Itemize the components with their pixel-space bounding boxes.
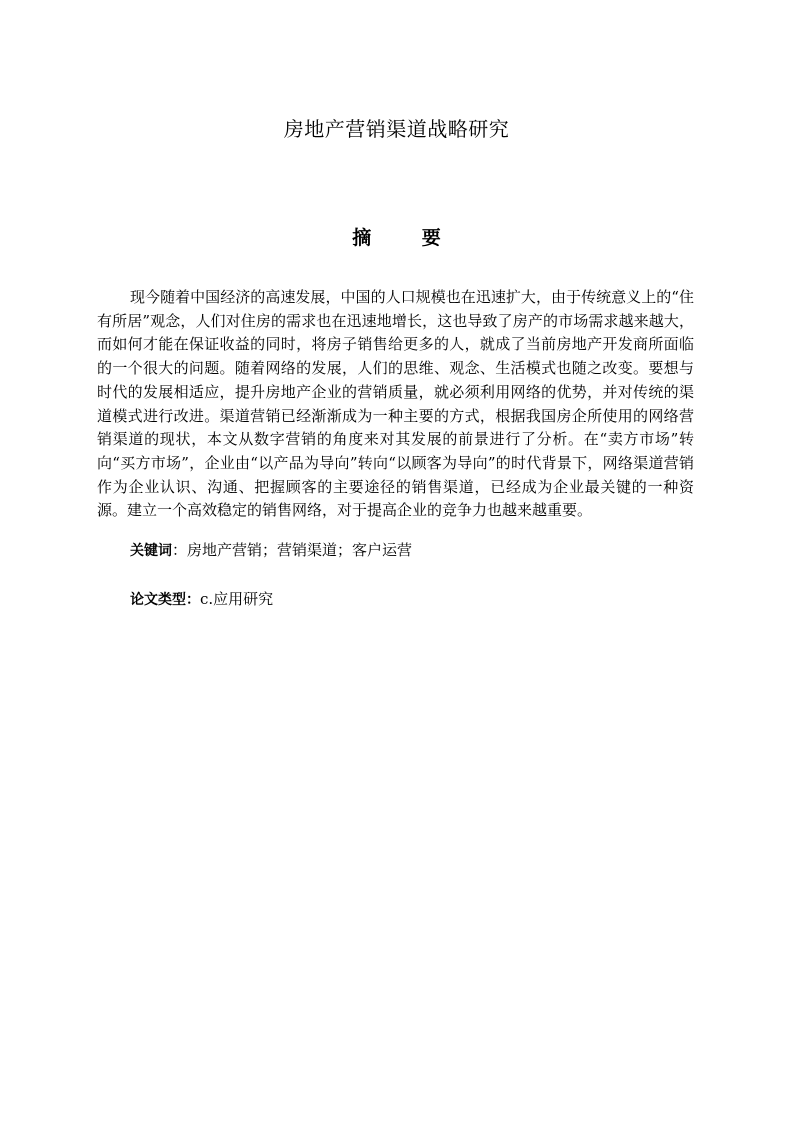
keywords-value: ：房地产营销；营销渠道；客户运营 bbox=[172, 541, 413, 559]
keywords-line bbox=[130, 539, 690, 562]
paper-type-line bbox=[130, 588, 690, 611]
keywords-label: 关键词 bbox=[130, 543, 172, 559]
paper-type-value: c.应用研究 bbox=[200, 590, 274, 608]
paper-type-label: 论文类型： bbox=[130, 592, 200, 608]
abstract-heading: 摘 要 bbox=[352, 227, 463, 249]
abstract-body: 现今随着中国经济的高速发展，中国的人口规模也在迅速扩大，由于传统意义上的“住有所居”观念，人们对住房的需求也在迅速地增长，这也导致了房产的市场需求越来越大，而如何才能在保证收益的同时，将房子销售给更多的人，就成了当前房地产开发商所面临的一个很大的问题。随着网络的发展，人们的思维、观念、生活模式也随之改变。要想与时代的发展相适应，提升房地产企业的营销质量，就必须利用网络的优势，并对传统的渠道模式进行改进。渠道营销已经渐渐成为一种主要的方式，根据我国房企所使用的网络营销渠道的现状，本文从数字营销的角度来对其发展的前景进行了分析。在“卖方市场”转向“买方市场”，企业由“以产品为导向”转向“以顾客为导向”的时代背景下，网络渠道营销作为企业认识、沟通、把握顾客的主要途径的销售渠道，已经成为企业最关键的一种资源。建立一个高效稳定的销售网络，对于提高企业的竞争力也越来越重要。 bbox=[97, 288, 694, 520]
document-title: 房地产营销渠道战略研究 bbox=[283, 117, 510, 141]
